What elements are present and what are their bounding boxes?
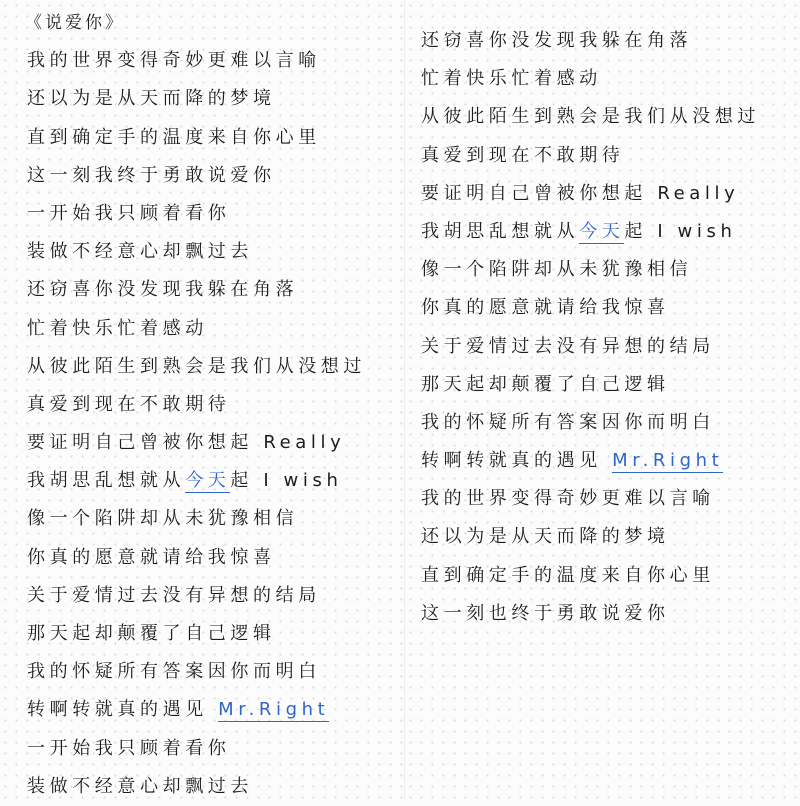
lyric-text: 从彼此陌生到熟会是我们从没想过 <box>27 355 366 377</box>
lyric-line <box>27 386 366 424</box>
lyric-line <box>27 424 366 462</box>
lyric-line <box>27 462 366 500</box>
lyric-line <box>421 328 760 366</box>
lyric-text: 要证明自己曾被你想起 Really <box>421 182 740 204</box>
lyric-line <box>27 691 366 729</box>
lyric-text: 装做不经意心却飘过去 <box>27 241 253 263</box>
lyric-text: 我胡思乱想就从 <box>27 470 186 492</box>
lyric-text: 忙着快乐忙着感动 <box>421 68 602 90</box>
lyric-text: 你真的愿意就请给我惊喜 <box>421 297 670 319</box>
lyric-text: 那天起却颠覆了自己逻辑 <box>27 623 276 644</box>
lyric-text: 要证明自己曾被你想起 Really <box>27 432 346 454</box>
lyric-line <box>27 119 366 157</box>
lyric-line <box>27 42 366 80</box>
lyric-text: 这一刻我终于勇敢说爱你 <box>27 164 276 186</box>
lyric-text: 从彼此陌生到熟会是我们从没想过 <box>421 106 760 128</box>
lyric-text: 我的世界变得奇妙更难以言喻 <box>27 50 321 72</box>
lyric-line <box>421 175 760 213</box>
lyric-text: 还窃喜你没发现我躲在角落 <box>27 279 299 301</box>
lyric-line <box>27 730 366 768</box>
lyric-line <box>27 157 366 195</box>
lyric-text: 这一刻也终于勇敢说爱你 <box>421 602 670 624</box>
lyric-text: 一开始我只顾着看你 <box>27 202 231 224</box>
lyric-text: 我的怀疑所有答案因你而明白 <box>27 661 321 683</box>
lyric-text: 我的世界变得奇妙更难以言喻 <box>421 488 715 510</box>
lyric-text: 起 I wish <box>624 220 737 242</box>
song-title: 《说爱你》 <box>25 13 125 33</box>
lyric-line <box>421 442 760 480</box>
lyric-text: 真爱到现在不敢期待 <box>27 393 231 415</box>
highlighted-text: 今天 <box>579 220 625 242</box>
lyric-text: 转啊转就真的遇见 <box>27 699 219 721</box>
lyric-line <box>27 653 366 691</box>
lyric-line <box>421 22 760 60</box>
lyric-line <box>27 195 366 233</box>
lyric-line <box>421 251 760 289</box>
lyric-text: 那天起却颠覆了自己逻辑 <box>421 373 670 395</box>
lyric-line <box>421 60 760 98</box>
lyric-text: 像一个陷阱却从未犹豫相信 <box>27 508 299 530</box>
lyric-line <box>27 271 366 309</box>
lyric-line <box>421 213 760 251</box>
lyric-line <box>421 404 760 442</box>
left-lyrics-column <box>27 4 366 806</box>
lyric-line <box>27 80 366 118</box>
lyric-line <box>421 366 760 404</box>
lyric-line <box>421 289 760 327</box>
lyric-line <box>27 310 366 348</box>
lyric-text: 像一个陷阱却从未犹豫相信 <box>421 259 693 281</box>
lyric-line <box>421 557 760 595</box>
lyric-line <box>27 768 366 806</box>
right-lyrics-column <box>421 22 760 633</box>
lyric-text: 还以为是从天而降的梦境 <box>421 526 670 548</box>
lyric-text: 我的怀疑所有答案因你而明白 <box>421 411 715 433</box>
lyric-line <box>421 518 760 556</box>
lyric-text: 装做不经意心却飘过去 <box>27 775 253 797</box>
lyric-text: 转啊转就真的遇见 <box>421 450 613 472</box>
lyric-text: 一开始我只顾着看你 <box>27 737 231 759</box>
lyric-line <box>27 539 366 577</box>
lyric-text: 还以为是从天而降的梦境 <box>27 88 276 110</box>
lyric-line <box>27 577 366 615</box>
lyric-text: 你真的愿意就请给我惊喜 <box>27 546 276 568</box>
lyric-text: 关于爱情过去没有异想的结局 <box>421 335 715 357</box>
lyric-text: 直到确定手的温度来自你心里 <box>421 564 715 586</box>
highlighted-text: Mr.Right <box>218 699 330 721</box>
lyric-line <box>27 500 366 538</box>
lyric-text: 真爱到现在不敢期待 <box>421 144 625 166</box>
lyric-line <box>27 233 366 271</box>
lyric-line <box>421 480 760 518</box>
lyric-line <box>27 615 366 653</box>
lyric-line <box>27 348 366 386</box>
highlighted-text: Mr.Right <box>612 450 724 472</box>
lyric-line <box>421 595 760 633</box>
lyric-text: 起 I wish <box>230 470 343 492</box>
lyric-text: 关于爱情过去没有异想的结局 <box>27 584 321 606</box>
lyric-text: 还窃喜你没发现我躲在角落 <box>421 30 693 51</box>
highlighted-text: 今天 <box>185 470 231 492</box>
lyric-text: 我胡思乱想就从 <box>421 220 580 242</box>
lyric-text: 忙着快乐忙着感动 <box>27 317 208 339</box>
lyric-text: 直到确定手的温度来自你心里 <box>27 126 321 148</box>
lyric-line <box>421 137 760 175</box>
lyric-line <box>421 98 760 136</box>
